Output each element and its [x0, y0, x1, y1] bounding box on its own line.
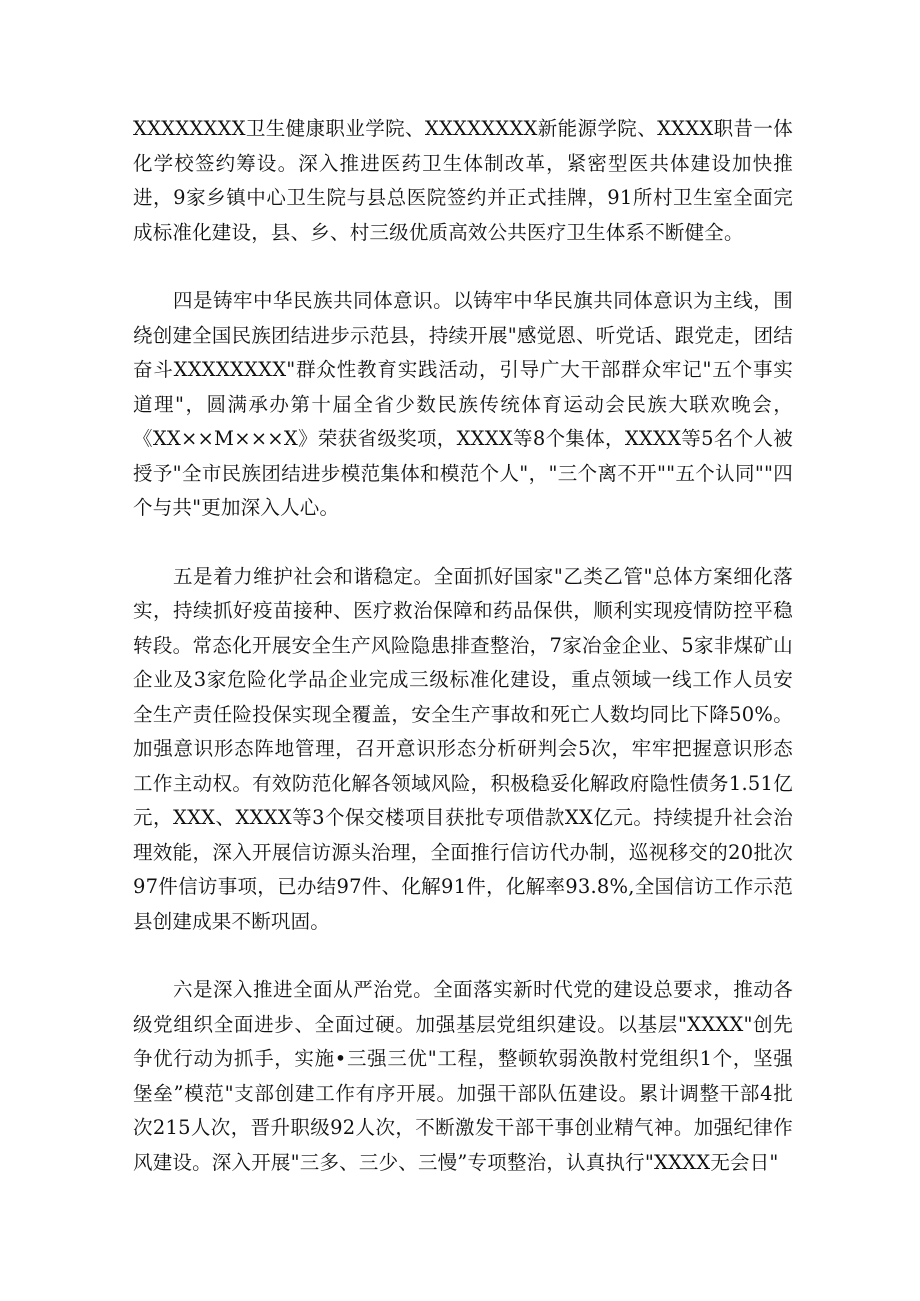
document-page	[133, 112, 793, 1180]
paragraph-social-stability: 五是着力维护社会和谐稳定。全面抓好国家"乙类乙管"总体方案细化落实，持续抓好疫苗接种、医疗救治保障和药品保供，顺利实现疫情防控平稳转段。常态化开展安全生产风险隐患排查整治，7家冶金企业、5家非煤矿山企业及3家危险化学品企业完成三级标准化建设，重点领域一线工作人员安全生产责任险投保实现全覆盖，安全生产事故和死亡人数均同比下降50%。加强意识形态阵地管理，召开意识形态分析研判会5次，牢牢把握意识形态工作主动权。有效防范化解各领域风险，积极稳妥化解政府隐性债务1.51亿元，XXX、XXXX等3个保交楼项目获批专项借款XX亿元。持续提升社会治理效能，深入开展信访源头治理，全面推行信访代办制，巡视移交的20批次97件信访事项，已办结97件、化解91件，化解率93.8%,全国信访工作示范县创建成果不断巩固。	[133, 564, 793, 933]
paragraph-party-governance: 六是深入推进全面从严治党。全面落实新时代党的建设总要求，推动各级党组织全面进步、全面过硬。加强基层党组织建设。以基层"XXXX"创先争优行动为抓手，实施•三强三优"工程，整顿软弱涣散村党组织1个，坚强堡垒”模范"支部创建工作有序开展。加强干部队伍建设。累计调整干部4批次215人次，晋升职级92人次，不断激发干部干事创业精气神。加强纪律作风建设。深入开展"三多、三少、三慢”专项整治，认真执行"XXXX无会日"	[133, 978, 793, 1174]
paragraph-ethnic-unity: 四是铸牢中华民族共同体意识。以铸牢中华民旗共同体意识为主线，围绕创建全国民族团结进步示范县，持续开展"感觉恩、听党话、跟党走，团结奋斗XXXXXXXX"群众性教育实践活动，引导广大干部群众牢记"五个事实道理"，圆满承办第十届全省少数民族传统体育运动会民族大联欢晚会，《XX××M×××X》荣获省级奖项，XXXX等8个集体，XXXX等5名个人被授予"全市民族团结进步模范集体和模范个人"，"三个离不开""五个认同""四个与共"更加深入人心。	[133, 289, 793, 519]
paragraph-health-education: XXXXXXXX卫生健康职业学院、XXXXXXXX新能源学院、XXXX职昔一体化学校签约筹设。深入推进医药卫生体制改革，紧密型医共体建设加快推进，9家乡镇中心卫生院与县总医院签约并正式挂牌，91所村卫生室全面完成标准化建设，县、乡、村三级优质高效公共医疗卫生体系不断健全。	[133, 117, 793, 244]
